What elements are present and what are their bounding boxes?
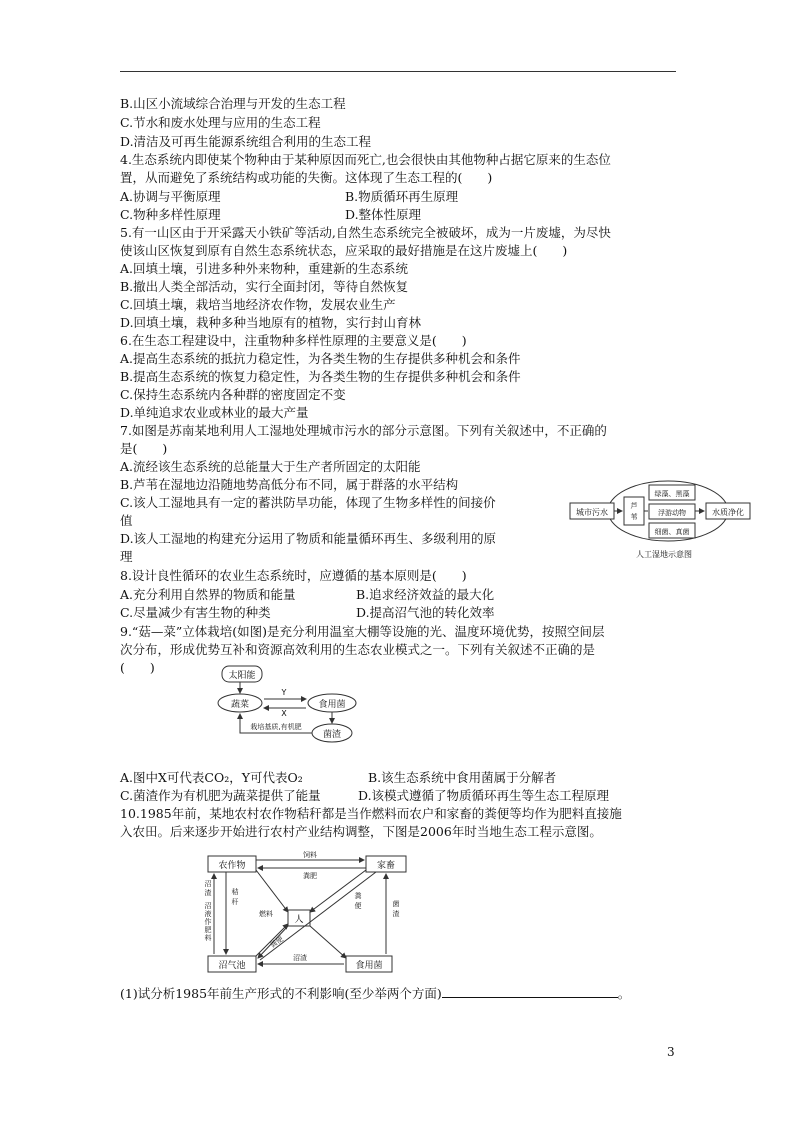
q5-option-d: D.回填土壤，栽种多种当地原有的植物，实行封山育林 — [120, 315, 422, 330]
plankton-label: 浮游动物 — [658, 509, 686, 517]
y-label: Y — [281, 688, 287, 697]
q9-option-a: A.图中X可代表CO₂，Y可代表O₂ — [120, 770, 303, 785]
fert-5: 料 — [204, 934, 212, 942]
q4-option-c: C.物种多样性原理 — [120, 207, 221, 222]
q9-option-b: B.该生态系统中食用菌属于分解者 — [368, 770, 557, 785]
excrement-1: 粪 — [354, 892, 362, 900]
arrow-person-mushroom — [310, 926, 346, 958]
q7-option-a: A.流经该生态系统的总能量大于生产者所固定的太阳能 — [120, 459, 421, 474]
mushroom-residue-1: 菌 — [392, 900, 400, 908]
algae-label: 绿藻、黑藻 — [654, 490, 690, 498]
q8-option-a: A.充分利用自然界的物质和能量 — [120, 587, 296, 602]
arrow-crops-person — [256, 870, 288, 912]
input-label: 城市污水 — [576, 508, 608, 517]
q9-stem-2: 次分布，形成优势互补和资源高效利用的生态农业模式之一。下列有关叙述不正确的是 — [120, 642, 596, 657]
q8-option-d: D.提高沼气池的转化效率 — [356, 605, 495, 620]
q8-option-c: C.尽量减少有害生物的种类 — [120, 605, 271, 620]
q10-q1-end: 。 — [617, 986, 631, 1001]
person-label: 人 — [294, 915, 304, 925]
straw-label-2: 秆 — [231, 898, 239, 906]
fuel-label: 燃料 — [259, 910, 273, 918]
mushroom-residue-2: 渣 — [392, 910, 400, 918]
medium-label: 栽培基质,有机肥 — [250, 723, 302, 731]
q4-option-d: D.整体性原理 — [345, 207, 422, 222]
eco-engineering-diagram — [200, 846, 422, 974]
q10-subquestion-1 — [120, 986, 630, 1002]
q9-option-c: C.菌渣作为有机肥为蔬菜提供了能量 — [120, 788, 321, 803]
manure-label: 粪肥 — [303, 872, 317, 880]
option-c-line: C.节水和废水处理与应用的生态工程 — [120, 115, 321, 130]
q7-stem-2: 是( ) — [120, 441, 168, 456]
fert-4: 肥 — [204, 926, 212, 934]
q7-stem-1: 7.如图是苏南某地利用人工湿地处理城市污水的部分示意图。下列有关叙述中，不正确的 — [120, 423, 607, 438]
q6-option-c: C.保持生态系统内各种群的密度固定不变 — [120, 387, 346, 402]
mushroom-vegetable-diagram — [214, 663, 374, 747]
mushroom-label: 食用菌 — [355, 961, 383, 971]
residue-bottom-label: 沼渣 — [293, 954, 307, 962]
q7-option-c-1: C.该人工湿地具有一定的蓄洪防旱功能，体现了生物多样性的间接价 — [120, 495, 496, 510]
wetland-diagram — [564, 477, 760, 563]
q5-stem-1: 5.有一山区由于开采露天小铁矿等活动,自然生态系统完全被破坏，成为一片废墟，为尽快 — [120, 225, 611, 240]
q6-stem: 6.在生态工程建设中，注重物种多样性原理的主要意义是( ) — [120, 333, 467, 348]
q8-stem: 8.设计良性循环的农业生态系统时，应遵循的基本原则是( ) — [120, 568, 467, 583]
vegetable-label: 蔬菜 — [230, 700, 250, 710]
q5-option-a: A.回填土壤，引进多种外来物种，重建新的生态系统 — [120, 261, 409, 276]
fungus-label: 食用菌 — [318, 700, 346, 710]
crops-label: 农作物 — [218, 861, 246, 871]
residue-left-2: 渣 — [204, 889, 212, 897]
fert-1: 沼 — [204, 902, 212, 910]
q7-option-d-2: 理 — [120, 549, 133, 564]
microbe-label: 细菌、真菌 — [654, 528, 690, 536]
residue-left-1: 沼 — [204, 880, 212, 888]
q9-stem-1: 9.“菇—菜”立体栽培(如图)是充分利用温室大棚等设施的光、温度环境优势，按照空间层 — [120, 624, 605, 639]
q5-option-b: B.撤出人类全部活动，实行全面封闭，等待自然恢复 — [120, 279, 409, 294]
q8-option-b: B.追求经济效益的最大化 — [356, 587, 495, 602]
fert-2: 液 — [204, 910, 212, 918]
person-excrement-label: 粪便 — [268, 935, 285, 950]
q6-option-a: A.提高生态系统的抵抗力稳定性，为各类生物的生存提供多种机会和条件 — [120, 351, 521, 366]
q7-option-c-2: 值 — [120, 513, 133, 528]
fert-3: 作 — [204, 918, 212, 926]
q5-stem-2: 使该山区恢复到原有自然生态系统状态，应采取的最好措施是在这片废墟上( ) — [120, 243, 568, 258]
q7-option-d-1: D.该人工湿地的构建充分运用了物质和能量循环再生、多级利用的原 — [120, 531, 497, 546]
header-rule — [120, 71, 676, 72]
x-label: X — [281, 709, 287, 718]
answer-blank[interactable] — [442, 986, 618, 998]
arrow-livestock-biogas — [260, 872, 376, 960]
q9-stem-3: ( ) — [120, 660, 155, 675]
q10-stem-1: 10.1985年前，某地农村农作物秸秆都是当作燃料而农户和家畜的粪便等均作为肥料直接施 — [120, 806, 622, 821]
q4-stem-2: 置，从而避免了系统结构或功能的失衡。这体现了生态工程的( ) — [120, 170, 493, 185]
q6-option-b: B.提高生态系统的恢复力稳定性，为各类生物的生存提供多种机会和条件 — [120, 369, 521, 384]
q10-stem-2: 入农田。后来逐步开始进行农村产业结构调整，下图是2006年时当地生态工程示意图。 — [120, 824, 602, 839]
excrement-2: 便 — [354, 902, 362, 910]
q9-option-d: D.该模式遵循了物质循环再生等生态工程原理 — [358, 788, 610, 803]
q4-stem-1: 4.生态系统内即使某个物种由于某种原因而死亡,也会很快由其他物种占据它原来的生态位 — [120, 152, 611, 167]
option-d-line: D.清洁及可再生能源系统组合利用的生态工程 — [120, 134, 372, 149]
feed-label: 饲料 — [303, 851, 317, 859]
q7-option-b: B.芦苇在湿地边沿随地势高低分布不同，属于群落的水平结构 — [120, 477, 459, 492]
output-label: 水质净化 — [712, 508, 744, 517]
q6-option-d: D.单纯追求农业或林业的最大产量 — [120, 405, 309, 420]
option-b-line: B.山区小流域综合治理与开发的生态工程 — [120, 96, 346, 111]
biogas-label: 沼气池 — [218, 961, 246, 971]
q4-option-a: A.协调与平衡原理 — [120, 189, 221, 204]
reed-label-1: 芦 — [630, 502, 638, 510]
livestock-label: 家畜 — [376, 861, 396, 871]
page-number: 3 — [667, 1045, 675, 1059]
residue-label: 菌渣 — [322, 730, 342, 740]
sun-label: 太阳能 — [228, 671, 256, 681]
wetland-caption: 人工湿地示意图 — [636, 550, 692, 559]
straw-label-1: 秸 — [231, 888, 239, 896]
q5-option-c: C.回填土壤，栽培当地经济农作物，发展农业生产 — [120, 297, 396, 312]
reed-label-2: 苇 — [630, 513, 638, 521]
q4-option-b: B.物质循环再生原理 — [345, 189, 459, 204]
q10-q1-text: (1)试分析1985年前生产形式的不利影响(至少举两个方面) — [120, 986, 442, 1001]
